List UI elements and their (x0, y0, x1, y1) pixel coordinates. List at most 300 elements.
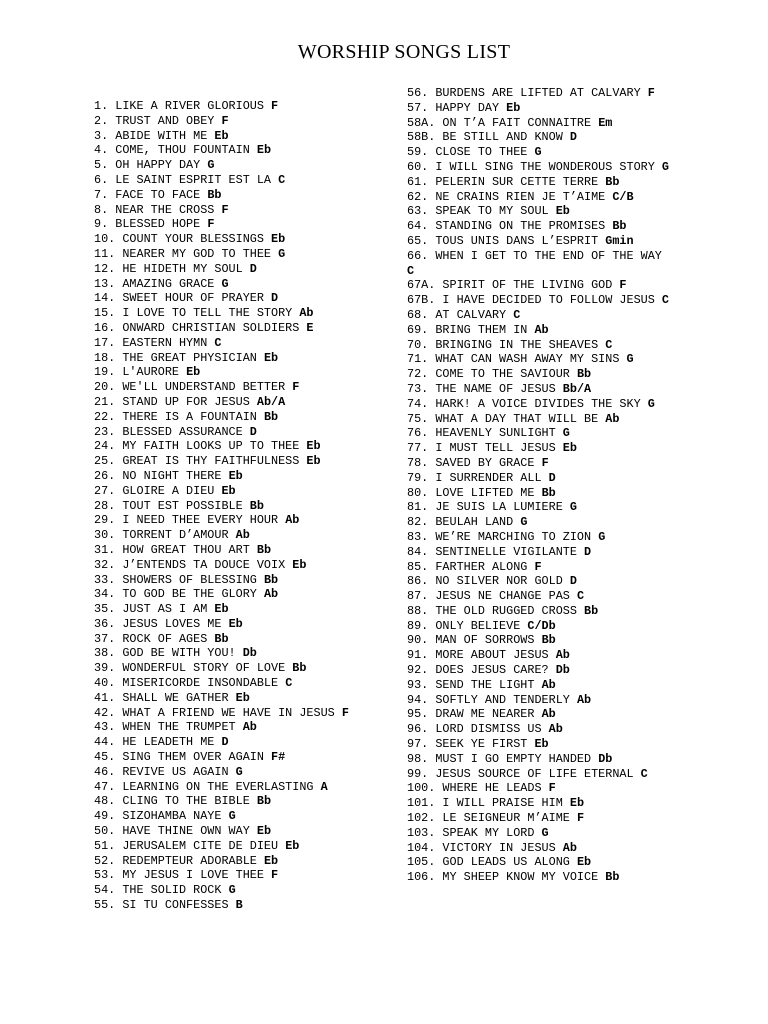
song-key: G (541, 825, 549, 840)
song-title: NO SILVER NOR GOLD (435, 574, 563, 589)
song-number: 39. (94, 661, 116, 676)
song-title: TOUS UNIS DANS L’ESPRIT (435, 233, 599, 248)
song-list-item (407, 367, 673, 382)
song-list-item (407, 663, 673, 678)
song-title: EASTERN HYMN (122, 335, 208, 350)
song-title: TORRENT D’AMOUR (122, 528, 229, 543)
song-key: D (569, 130, 577, 145)
song-title: MY FAITH LOOKS UP TO THEE (122, 439, 300, 454)
song-title: SPEAK TO MY SOUL (435, 204, 549, 219)
song-list-item (407, 515, 673, 530)
song-key: C (214, 335, 222, 350)
song-list-item (407, 841, 673, 856)
song-key: Db (242, 646, 257, 661)
song-key: F (576, 811, 585, 826)
song-title: HAVE THINE OWN WAY (122, 824, 250, 839)
song-number: 93. (407, 677, 429, 692)
song-title: NEARER MY GOD TO THEE (122, 246, 272, 261)
song-number: 60. (407, 159, 429, 174)
song-title: SPIRIT OF THE LIVING GOD (442, 278, 613, 293)
song-title: THE OLD RUGGED CROSS (435, 603, 577, 618)
song-key: Ab (605, 411, 620, 426)
song-title: GREAT IS THY FAITHFULNESS (122, 454, 300, 469)
song-key: Ab (555, 648, 570, 663)
song-title: HARK! A VOICE DIVIDES THE SKY (435, 396, 641, 411)
song-list-item (94, 484, 399, 499)
song-number: 69. (407, 322, 429, 337)
song-list-item (94, 158, 399, 173)
song-title: LORD DISMISS US (435, 722, 542, 737)
song-number: 24. (94, 439, 116, 454)
song-number: 66. (407, 248, 429, 263)
song-key: D (271, 291, 279, 306)
song-number: 20. (94, 380, 116, 395)
song-title: NO NIGHT THERE (122, 468, 222, 483)
song-number: 67A. (407, 278, 436, 293)
song-key: Ab (285, 513, 300, 528)
song-key: Bb (612, 219, 627, 234)
song-key: D (221, 735, 229, 750)
song-list-item (94, 824, 399, 839)
song-key: Bb (584, 603, 599, 618)
song-number: 96. (407, 722, 429, 737)
song-title: J’ENTENDS TA DOUCE VOIX (122, 557, 286, 572)
song-list-item (407, 101, 673, 116)
song-list-item (407, 441, 673, 456)
song-title: SHOWERS OF BLESSING (122, 572, 257, 587)
song-number: 83. (407, 529, 429, 544)
song-list-item (94, 780, 399, 795)
song-list-item (94, 291, 399, 306)
song-number: 13. (94, 276, 116, 291)
song-number: 79. (407, 470, 429, 485)
song-list-item (407, 722, 673, 737)
song-number: 26. (94, 468, 116, 483)
song-number: 15. (94, 306, 116, 321)
song-title: JESUS SOURCE OF LIFE ETERNAL (435, 766, 634, 781)
song-key: Eb (306, 454, 321, 469)
song-key: F (271, 868, 279, 883)
song-number: 11. (94, 246, 116, 261)
song-number: 95. (407, 707, 429, 722)
song-number: 63. (407, 204, 429, 219)
song-number: 28. (94, 498, 116, 513)
song-number: 34. (94, 587, 116, 602)
song-number: 50. (94, 824, 116, 839)
song-title: REVIVE US AGAIN (122, 764, 229, 779)
song-list-item (94, 410, 399, 425)
song-number: 89. (407, 618, 429, 633)
song-title: THE GREAT PHYSICIAN (122, 350, 257, 365)
song-list-item (94, 454, 399, 469)
song-title: WHEN THE TRUMPET (122, 720, 236, 735)
song-title: PELERIN SUR CETTE TERRE (435, 174, 599, 189)
song-number: 37. (94, 631, 116, 646)
song-key: F (647, 86, 655, 100)
song-number: 74. (407, 396, 429, 411)
song-list-item (407, 145, 673, 160)
song-key: B (235, 898, 243, 913)
song-key: G (626, 352, 634, 367)
song-key: F (207, 217, 215, 232)
song-key: Eb (576, 855, 592, 870)
song-title: SEEK YE FIRST (435, 737, 528, 752)
song-list-item (94, 306, 399, 321)
song-key: Ab (263, 587, 279, 602)
song-title: NEAR THE CROSS (115, 202, 215, 217)
song-key: Eb (186, 365, 201, 380)
song-number: 36. (94, 616, 116, 631)
song-key: F# (271, 750, 286, 765)
song-list-item (94, 839, 399, 854)
song-list-item (407, 796, 673, 811)
song-key: G (534, 145, 542, 160)
song-number: 80. (407, 485, 429, 500)
song-key: C (513, 307, 521, 322)
song-list-item (407, 648, 673, 663)
song-number: 56. (407, 86, 429, 100)
song-number: 76. (407, 426, 429, 441)
song-number: 54. (94, 883, 116, 898)
song-number: 62. (407, 189, 429, 204)
song-key: Bb (207, 187, 222, 202)
song-number: 29. (94, 513, 116, 528)
song-title: AMAZING GRACE (122, 276, 215, 291)
song-title: COUNT YOUR BLESSINGS (122, 232, 264, 247)
song-number: 72. (407, 367, 429, 382)
song-number: 105. (407, 855, 436, 870)
song-list-item (407, 130, 673, 145)
song-key: Bb (263, 572, 279, 587)
song-key: F (534, 559, 542, 574)
song-key: F (619, 278, 627, 293)
song-key: G (647, 396, 655, 411)
song-number: 70. (407, 337, 429, 352)
song-title: COME TO THE SAVIOUR (435, 367, 570, 382)
song-key: Eb (292, 557, 307, 572)
page-title: WORSHIP SONGS LIST (297, 41, 511, 63)
song-list-left-column (94, 99, 399, 913)
song-list-item (94, 247, 399, 262)
song-key: Ab (534, 322, 549, 337)
song-list-item (94, 129, 399, 144)
song-title: ROCK OF AGES (122, 631, 208, 646)
song-list-item (94, 632, 399, 647)
song-key: Gmin (605, 233, 634, 248)
song-title: ONLY BELIEVE (435, 618, 521, 633)
song-list-item (407, 530, 673, 545)
song-number: 31. (94, 542, 116, 557)
song-key: C (285, 676, 293, 691)
song-key: Ab (562, 840, 577, 855)
song-key: C (605, 337, 613, 352)
song-key: Eb (214, 602, 229, 617)
song-list-item (407, 352, 673, 367)
song-title: CLING TO THE BIBLE (122, 794, 250, 809)
song-list-item (94, 380, 399, 395)
song-list-item (94, 173, 399, 188)
song-key: A (320, 779, 328, 794)
song-title: SEND THE LIGHT (435, 677, 535, 692)
song-key: Eb (263, 350, 279, 365)
song-number: 49. (94, 809, 116, 824)
song-number: 46. (94, 764, 116, 779)
song-list-item (94, 114, 399, 129)
song-title: AT CALVARY (435, 307, 507, 322)
song-number: 21. (94, 394, 116, 409)
song-number: 35. (94, 602, 116, 617)
song-title: LE SEIGNEUR M’AIME (442, 811, 570, 826)
song-key: Bb (541, 633, 556, 648)
song-key: C (640, 766, 648, 781)
song-title: I SURRENDER ALL (435, 470, 542, 485)
song-key: Ab (242, 720, 257, 735)
song-key: Eb (569, 796, 585, 811)
song-key: Eb (271, 232, 286, 247)
song-title: JESUS NE CHANGE PAS (435, 589, 570, 604)
song-number: 7. (94, 187, 109, 202)
song-number: 18. (94, 350, 116, 365)
song-title: JE SUIS LA LUMIERE (435, 500, 563, 515)
song-list-item (94, 232, 399, 247)
song-key: Eb (228, 468, 243, 483)
song-number: 59. (407, 145, 429, 160)
song-key: Eb (256, 143, 272, 158)
song-number: 53. (94, 868, 116, 883)
song-list-item (407, 397, 673, 412)
song-number: 9. (94, 217, 109, 232)
song-title: LIKE A RIVER GLORIOUS (115, 99, 264, 113)
song-key: Eb (214, 128, 229, 143)
song-list-item (94, 809, 399, 824)
song-list-item (407, 619, 673, 634)
song-number: 51. (94, 838, 116, 853)
song-list-item (407, 219, 673, 234)
song-title: SHALL WE GATHER (122, 690, 229, 705)
song-list-item (407, 86, 673, 101)
song-key: Bb (605, 174, 620, 189)
song-title: BRINGING IN THE SHEAVES (435, 337, 599, 352)
song-title: MY SHEEP KNOW MY VOICE (442, 870, 599, 885)
song-number: 106. (407, 870, 436, 885)
song-list-item (94, 277, 399, 292)
song-list-item (94, 691, 399, 706)
song-key: F (292, 380, 300, 395)
song-key: G (520, 515, 528, 530)
song-list-item (94, 513, 399, 528)
song-title: I WILL PRAISE HIM (442, 796, 563, 811)
song-title: BLESSED ASSURANCE (122, 424, 243, 439)
song-title: I MUST TELL JESUS (435, 441, 556, 456)
song-list-item (94, 602, 399, 617)
song-title: COME, THOU FOUNTAIN (115, 143, 250, 158)
song-number: 45. (94, 750, 116, 765)
song-list-item (407, 234, 673, 249)
song-key: G (598, 529, 606, 544)
song-list-item (407, 589, 673, 604)
song-title: SENTINELLE VIGILANTE (435, 544, 577, 559)
song-number: 44. (94, 735, 116, 750)
song-title: I NEED THEE EVERY HOUR (122, 513, 279, 528)
song-title: HE LEADETH ME (122, 735, 215, 750)
song-key: Bb (263, 409, 279, 424)
song-title: SAVED BY GRACE (435, 455, 535, 470)
song-number: 52. (94, 853, 116, 868)
song-title: STAND UP FOR JESUS (122, 394, 250, 409)
song-list-item (94, 883, 399, 898)
song-title: SPEAK MY LORD (442, 825, 535, 840)
song-number: 10. (94, 232, 116, 247)
song-list-item (407, 737, 673, 752)
song-key: Ab (548, 722, 563, 737)
song-number: 90. (407, 633, 429, 648)
song-list-item (94, 573, 399, 588)
song-number: 1. (94, 99, 109, 113)
song-key: D (548, 470, 556, 485)
song-number: 103. (407, 825, 436, 840)
song-title: ON T’A FAIT CONNAITRE (442, 115, 592, 130)
song-key: G (235, 764, 243, 779)
song-list-item (407, 486, 673, 501)
song-title: JUST AS I AM (122, 602, 208, 617)
song-list-item (407, 338, 673, 353)
song-key: G (207, 158, 215, 173)
song-list-item (407, 545, 673, 560)
song-key: C (407, 263, 415, 278)
song-key: Bb (256, 542, 272, 557)
song-title: MY JESUS I LOVE THEE (122, 868, 264, 883)
song-key: Eb (285, 838, 300, 853)
song-list-item (94, 217, 399, 232)
song-number: 48. (94, 794, 116, 809)
song-title: JERUSALEM CITE DE DIEU (122, 838, 279, 853)
song-title: GOD LEADS US ALONG (442, 855, 570, 870)
song-title: MORE ABOUT JESUS (435, 648, 549, 663)
song-list-item (407, 693, 673, 708)
song-key: C/B (612, 189, 634, 204)
song-title: WHERE HE LEADS (442, 781, 542, 796)
song-number: 55. (94, 898, 116, 913)
song-list-item (407, 426, 673, 441)
song-title: REDEMPTEUR ADORABLE (122, 853, 257, 868)
song-number: 2. (94, 113, 109, 128)
song-title: HEAVENLY SUNLIGHT (435, 426, 556, 441)
song-title: LE SAINT ESPRIT EST LA (115, 172, 272, 187)
song-key: Eb (306, 439, 321, 454)
song-key: F (541, 455, 549, 470)
song-number: 85. (407, 559, 429, 574)
song-key: Eb (506, 100, 521, 115)
song-title: GOD BE WITH YOU! (122, 646, 236, 661)
song-list-item (407, 767, 673, 782)
song-list-item (94, 794, 399, 809)
song-key: Bb (249, 498, 264, 513)
song-title: LOVE LIFTED ME (435, 485, 535, 500)
song-title: THE SOLID ROCK (122, 883, 222, 898)
song-title: STANDING ON THE PROMISES (435, 219, 606, 234)
song-number: 57. (407, 100, 429, 115)
song-list-item (407, 456, 673, 471)
song-title: WHEN I GET TO THE END OF THE WAY (435, 248, 662, 263)
song-key: Bb (292, 661, 307, 676)
song-list-item (94, 720, 399, 735)
song-list-item (94, 617, 399, 632)
song-list-item (407, 278, 673, 293)
song-key: E (306, 320, 314, 335)
song-number: 32. (94, 557, 116, 572)
song-number: 99. (407, 766, 429, 781)
song-number: 17. (94, 335, 116, 350)
song-list-item (407, 752, 673, 767)
song-number: 92. (407, 663, 429, 678)
song-key: D (249, 261, 257, 276)
song-list-item (94, 262, 399, 277)
song-number: 75. (407, 411, 429, 426)
song-key: G (228, 883, 236, 898)
song-key: G (661, 159, 669, 174)
song-title: DOES JESUS CARE? (435, 663, 549, 678)
song-list-item (94, 750, 399, 765)
song-list-item (94, 99, 399, 114)
song-number: 67B. (407, 293, 436, 308)
song-title: BLESSED HOPE (115, 217, 201, 232)
song-number: 81. (407, 500, 429, 515)
song-list-item (94, 558, 399, 573)
song-list-item (407, 116, 673, 131)
song-key: Eb (256, 824, 272, 839)
song-key: C/Db (527, 618, 556, 633)
song-title: HAPPY DAY (435, 100, 500, 115)
song-key: F (341, 705, 349, 720)
song-title: HOW GREAT THOU ART (122, 542, 250, 557)
song-number: 73. (407, 381, 429, 396)
song-title: FACE TO FACE (115, 187, 201, 202)
song-list-item (94, 587, 399, 602)
song-key: G (228, 809, 236, 824)
song-key: F (221, 113, 229, 128)
song-number: 30. (94, 528, 116, 543)
song-title: THE NAME OF JESUS (435, 381, 556, 396)
song-key: Em (598, 115, 613, 130)
song-title: MISERICORDE INSONDABLE (122, 676, 279, 691)
song-number: 16. (94, 320, 116, 335)
song-list-item (407, 412, 673, 427)
song-title: WONDERFUL STORY OF LOVE (122, 661, 286, 676)
song-list-item (94, 395, 399, 410)
song-list-item (407, 855, 673, 870)
song-key: G (278, 246, 286, 261)
song-key: F (548, 781, 556, 796)
song-list-item (407, 811, 673, 826)
song-list-item (94, 543, 399, 558)
song-key: Bb (576, 367, 592, 382)
song-title: WHAT CAN WASH AWAY MY SINS (435, 352, 620, 367)
song-title: SIZOHAMBA NAYE (122, 809, 222, 824)
song-list-item (407, 678, 673, 693)
song-key: Bb (605, 870, 620, 885)
song-list-item (94, 676, 399, 691)
song-list-item (94, 499, 399, 514)
song-title: TRUST AND OBEY (115, 113, 215, 128)
song-number: 86. (407, 574, 429, 589)
song-title: JESUS LOVES ME (122, 616, 222, 631)
song-number: 58B. (407, 130, 436, 145)
song-list-item (94, 765, 399, 780)
song-number: 65. (407, 233, 429, 248)
song-list-item (407, 190, 673, 205)
song-title: WHAT A DAY THAT WILL BE (435, 411, 599, 426)
song-title: DRAW ME NEARER (435, 707, 535, 722)
